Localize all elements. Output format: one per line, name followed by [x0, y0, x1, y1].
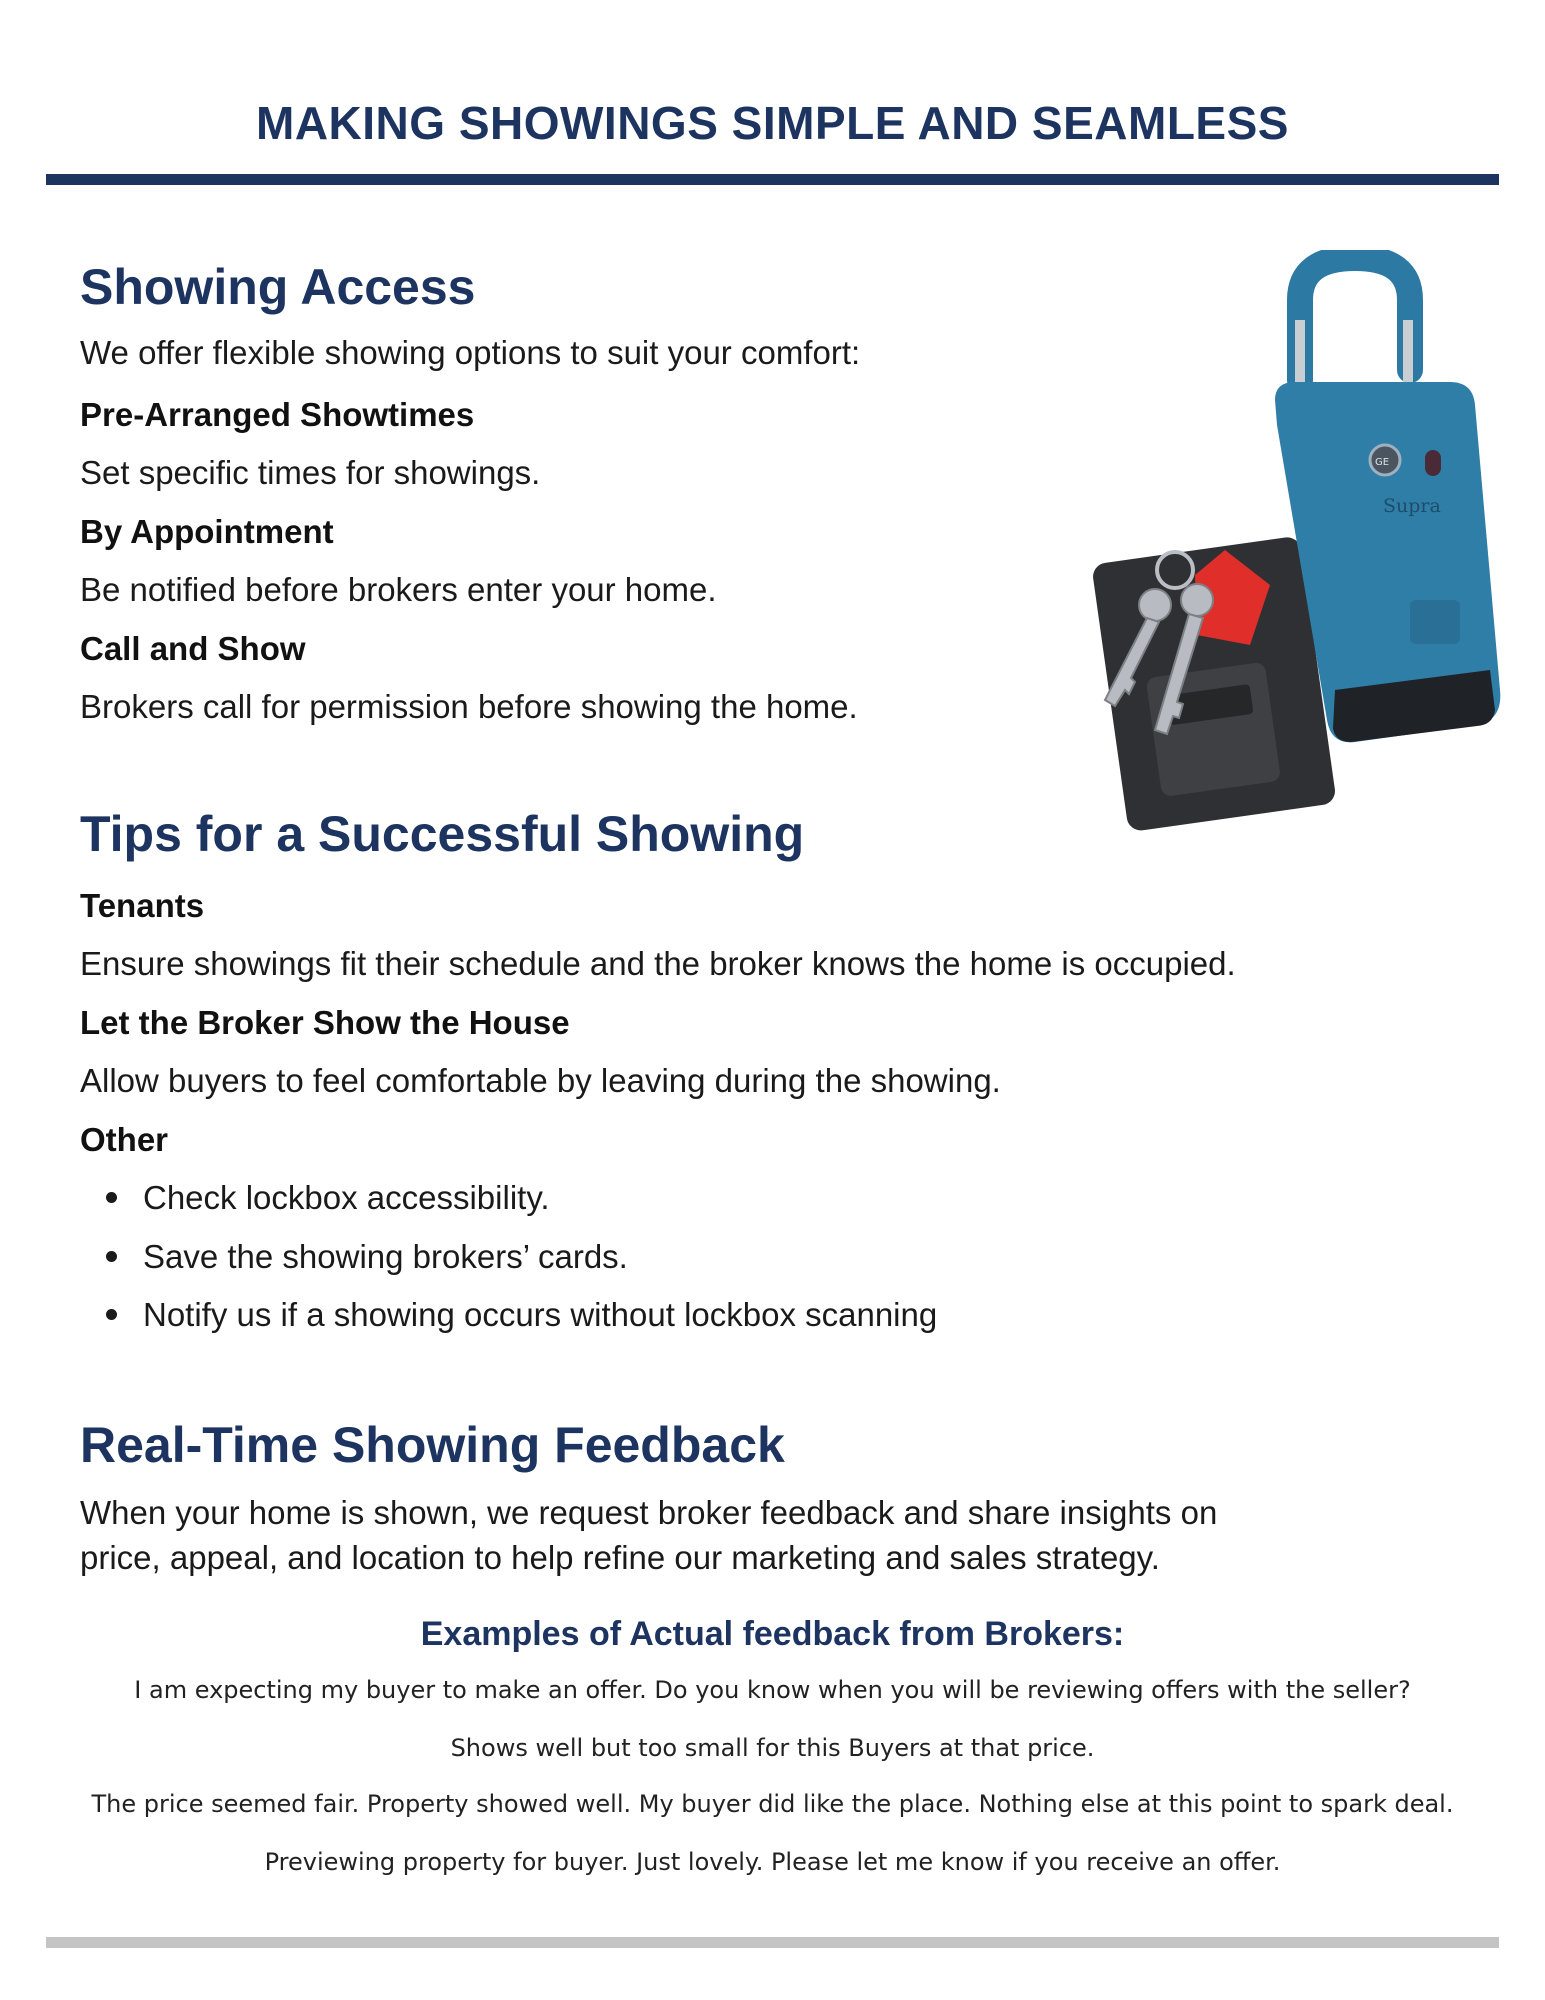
tip-text: Allow buyers to feel comfortable by leaving during the showing.: [80, 1062, 1001, 1099]
list-item: Check lockbox accessibility.: [106, 1179, 550, 1217]
list-item: Save the showing brokers’ cards.: [106, 1238, 628, 1276]
lockbox-image: [1085, 250, 1515, 840]
other-title: Other: [80, 1121, 169, 1158]
feedback-example: Shows well but too small for this Buyers at that price.: [450, 1734, 1095, 1762]
feedback-text: price, appeal, and location to help refine our marketing and sales strategy.: [80, 1539, 1160, 1576]
option-text: Set specific times for showings.: [80, 454, 541, 491]
tip-title: Tenants: [80, 887, 205, 924]
feedback-heading: Real-Time Showing Feedback: [80, 1417, 785, 1473]
lockbox-brand: Supra: [1383, 495, 1441, 517]
title-divider: [46, 174, 1499, 185]
feedback-example: Previewing property for buyer. Just lovely. Please let me know if you receive an offer.: [264, 1848, 1281, 1876]
list-item: Notify us if a showing occurs without lockbox scanning: [106, 1296, 937, 1334]
option-text: Brokers call for permission before showing the home.: [80, 688, 858, 725]
showing-access-heading: Showing Access: [80, 259, 476, 315]
bottom-divider: [46, 1937, 1499, 1948]
feedback-text: When your home is shown, we request broker feedback and share insights on: [80, 1494, 1218, 1531]
tip-title: Let the Broker Show the House: [80, 1004, 570, 1041]
tips-heading: Tips for a Successful Showing: [80, 806, 805, 862]
lockbox-logo: GE: [1375, 457, 1390, 468]
examples-title: Examples of Actual feedback from Brokers:: [420, 1615, 1125, 1653]
feedback-example: I am expecting my buyer to make an offer. Do you know when you will be reviewing offers with the seller?: [134, 1676, 1411, 1704]
option-text: Be notified before brokers enter your home.: [80, 571, 717, 608]
option-title: Pre-Arranged Showtimes: [80, 396, 475, 433]
feedback-example: The price seemed fair. Property showed well. My buyer did like the place. Nothing else at this point to spark deal.: [91, 1790, 1454, 1818]
option-title: By Appointment: [80, 513, 334, 550]
option-title: Call and Show: [80, 630, 306, 667]
page-title: MAKING SHOWINGS SIMPLE AND SEAMLESS: [256, 97, 1289, 149]
tip-text: Ensure showings fit their schedule and the broker knows the home is occupied.: [80, 945, 1236, 982]
showing-access-intro: We offer flexible showing options to suit your comfort:: [80, 334, 861, 371]
